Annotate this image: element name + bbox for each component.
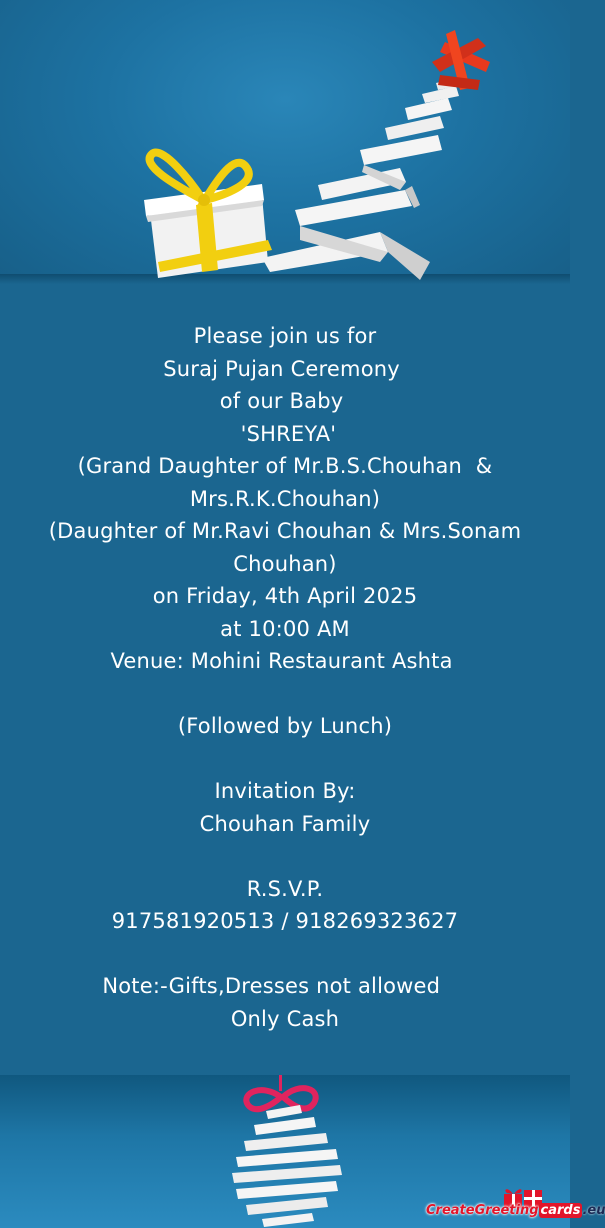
message-line: Chouhan) xyxy=(233,551,337,576)
blank-line xyxy=(10,840,560,873)
star-icon xyxy=(432,30,490,90)
message-line: Venue: Mohini Restaurant Ashta xyxy=(110,649,460,673)
message-line: (Daughter of Mr.Ravi Chouhan & Mrs.Sonam xyxy=(48,519,522,543)
blank-line xyxy=(10,938,560,971)
paper-christmas-tree-icon xyxy=(262,30,490,280)
message-line: on Friday, 4th April 2025 xyxy=(152,584,418,608)
message-line: Suraj Pujan Ceremony xyxy=(163,356,407,381)
message-line: (Followed by Lunch) xyxy=(177,714,393,738)
message-line: of our Baby xyxy=(219,389,351,413)
top-illustration xyxy=(0,0,570,290)
message-line: 917581920513 / 918269323627 xyxy=(111,909,459,933)
blank-line xyxy=(10,743,560,776)
message-line: Mrs.R.K.Chouhan) xyxy=(189,486,381,511)
message-line: at 10:00 AM xyxy=(220,616,350,641)
blank-line xyxy=(10,678,560,711)
message-line: 'SHREYA' xyxy=(233,421,337,446)
message-line: R.S.V.P. xyxy=(246,876,324,901)
message-line: (Grand Daughter of Mr.B.S.Chouhan & xyxy=(77,454,493,478)
gift-box-icon xyxy=(144,153,272,278)
message-line: Only Cash xyxy=(230,1006,340,1031)
message-line: Please join us for xyxy=(193,324,377,348)
message-line: Chouhan Family xyxy=(199,811,371,836)
invitation-message xyxy=(10,320,560,1035)
logo-text: CreateGreeting cards .eu xyxy=(426,1203,605,1218)
message-line: Invitation By: xyxy=(214,779,356,803)
site-logo[interactable] xyxy=(426,1184,605,1224)
paper-ornament-icon xyxy=(232,1075,342,1227)
message-line: Note:-Gifts,Dresses not allowed xyxy=(102,974,468,998)
